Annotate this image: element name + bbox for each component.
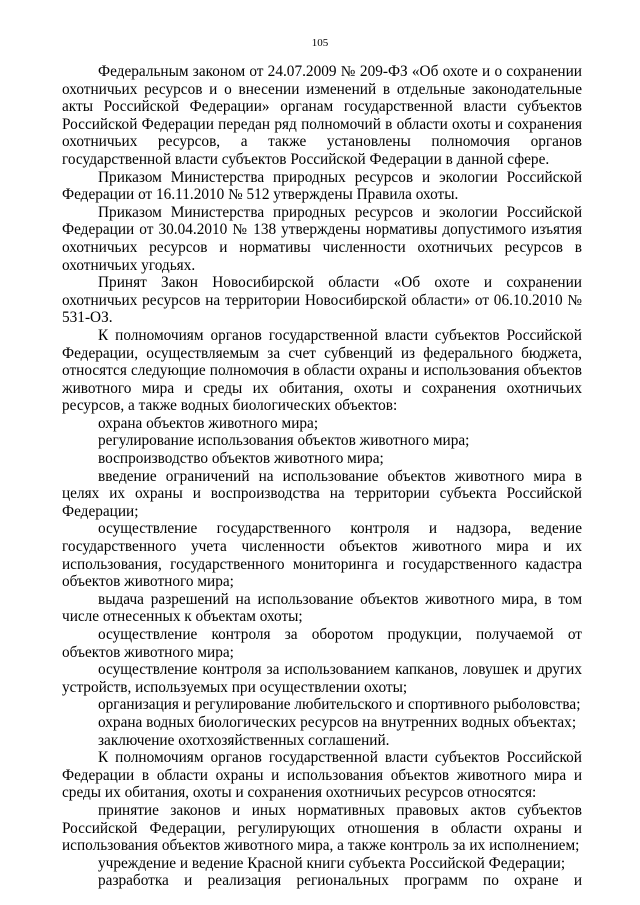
list-item: введение ограничений на использование объектов животного мира в целях их охраны и воспроизводства на территории субъекта Российской Федерации; — [62, 467, 582, 520]
list-item: заключение охотхозяйственных соглашений. — [98, 731, 390, 749]
paragraph: К полномочиям органов государственной власти субъектов Российской Федерации в области охраны и использования объектов животного мира и среды их обитания, охоты и сохранения охотничьих ресурсов относятся: — [62, 749, 582, 802]
paragraph: Принят Закон Новосибирской области «Об охоте и сохранении охотничьих ресурсов на территории Новосибирской области» от 06.10.2010 № 531-ОЗ. — [62, 274, 582, 327]
paragraph: Федеральным законом от 24.07.2009 № 209-ФЗ «Об охоте и о сохранении охотничьих ресурсов и о внесении изменений в отдельные законодательные акты Российской Федерации» органам государственной власти субъектов Российской Федерации передан ряд полномочий в области охоты и сохранения охотничьих ресурсов, а также установлены полномочия органов государственной власти субъектов Российской Федерации в данной сфере. — [62, 63, 582, 168]
list-item: выдача разрешений на использование объектов животного мира, в том числе отнесенных к объектам охоты; — [62, 590, 582, 626]
paragraph: К полномочиям органов государственной власти субъектов Российской Федерации, осуществляемым за счет субвенций из федерального бюджета, относятся следующие полномочия в области охраны и использования объектов животного мира и среды их обитания, охоты и сохранения охотничьих ресурсов, а также водных биологических объектов: — [62, 326, 582, 415]
list-item: воспроизводство объектов животного мира; — [98, 450, 384, 468]
paragraph: Приказом Министерства природных ресурсов и экологии Российской Федерации от 30.04.2010 № 138 утверждены нормативы допустимого изъятия охотничьих ресурсов и нормативы численности охотничьих ресурсов в охотничьих угодьях. — [62, 203, 582, 274]
list-item: принятие законов и иных нормативных правовых актов субъектов Российской Федерации, регулирующих отношения в области охраны и использования объектов животного мира, а также контроль за их исполнением; — [62, 801, 582, 855]
page-number: 105 — [311, 37, 329, 49]
body-text — [62, 63, 582, 890]
list-item: разработка и реализация региональных программ по охране и — [98, 872, 582, 890]
list-item: охрана водных биологических ресурсов на внутренних водных объектах; — [98, 713, 577, 731]
list-item: организация и регулирование любительского и спортивного рыболовства; — [98, 696, 581, 714]
list-item: охрана объектов животного мира; — [98, 414, 319, 432]
list-item: осуществление контроля за использованием капканов, ловушек и других устройств, используемых при осуществлении охоты; — [62, 661, 582, 696]
list-item: осуществление контроля за оборотом продукции, получаемой от объектов животного мира; — [62, 626, 582, 661]
list-item: учреждение и ведение Красной книги субъекта Российской Федерации; — [98, 854, 566, 872]
list-item: осуществление государственного контроля и надзора, ведение государственного учета численности объектов животного мира и их использования, государственного мониторинга и государственного кадастра объектов животного мира; — [62, 520, 582, 591]
list-item: регулирование использования объектов животного мира; — [98, 432, 470, 450]
paragraph: Приказом Министерства природных ресурсов и экологии Российской Федерации от 16.11.2010 № 512 утверждены Правила охоты. — [62, 168, 582, 204]
